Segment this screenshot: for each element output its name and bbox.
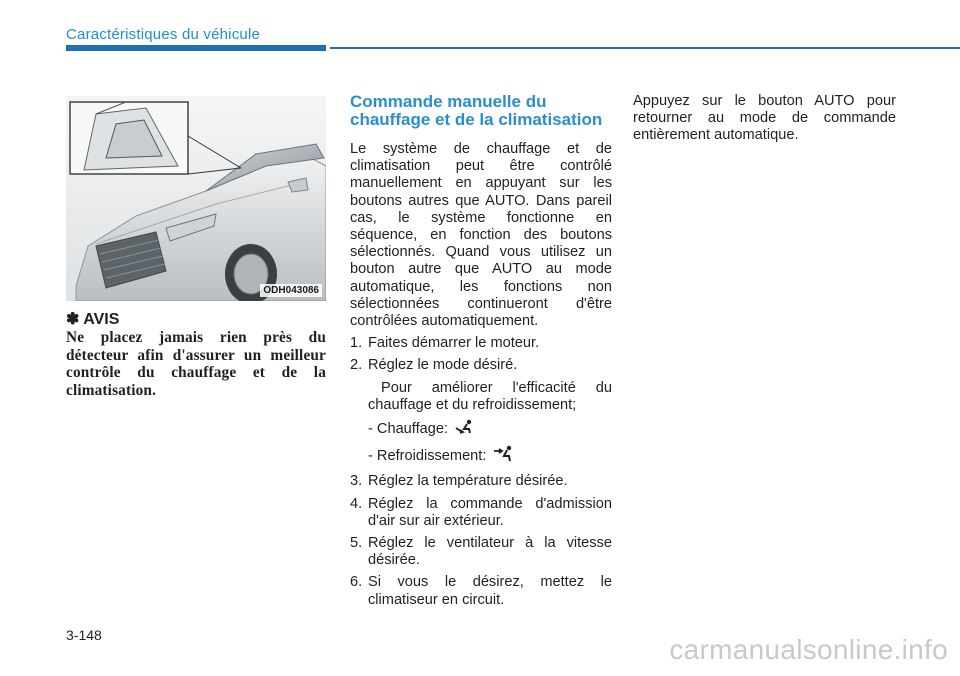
manual-control-column xyxy=(350,93,612,609)
step-number: 2. xyxy=(350,357,363,374)
step-text: Faites démarrer le moteur. xyxy=(368,335,540,352)
auto-note: Appuyez sur le bouton AUTO pour retourner au mode de commande entièrement automatique. xyxy=(633,93,896,144)
step-text: Réglez la température désirée. xyxy=(368,473,568,490)
notice-title: ✽ AVIS xyxy=(66,311,120,328)
step-text: Réglez la commande d'admission d'air sur air extérieur. xyxy=(368,495,612,529)
step2-note: Pour améliorer l'efficacité du chauffage et du refroidissement; xyxy=(368,379,612,413)
cooling-label: - Refroidissement: xyxy=(368,448,487,465)
figure-code: ODH043086 xyxy=(260,284,322,297)
manual-control-title: Commande manuelle du chauffage et de la climatisation xyxy=(350,92,603,129)
step-number: 5. xyxy=(350,535,363,552)
steps-list xyxy=(350,335,612,609)
car-sensor-illustration xyxy=(66,96,326,301)
step-item xyxy=(350,535,612,569)
heating-label: - Chauffage: xyxy=(368,421,449,438)
step-number: 1. xyxy=(350,335,363,352)
car-drawing xyxy=(66,96,326,301)
step-item xyxy=(350,574,612,608)
header-rule-thick xyxy=(66,45,326,51)
step-number: 3. xyxy=(350,473,363,490)
header-rule-thin xyxy=(330,47,960,49)
cooling-mode-line xyxy=(350,445,612,468)
step-item xyxy=(350,473,612,490)
watermark: carmanualsonline.info xyxy=(669,634,948,665)
step-item xyxy=(350,357,612,374)
page-number: 3-148 xyxy=(66,627,102,643)
step-number: 4. xyxy=(350,495,363,512)
notice-body: Ne placez jamais rien près du détecteur afin d'assurer un meilleur contrôle du chauffage et de la climatisation. xyxy=(66,329,326,399)
step-number: 6. xyxy=(350,574,363,591)
section-title: Caractéristiques du véhicule xyxy=(66,26,261,43)
step-text: Réglez le mode désiré. xyxy=(368,357,518,374)
step-item xyxy=(350,496,612,530)
heating-mode-line xyxy=(350,419,612,440)
face-vent-mode-icon xyxy=(492,445,516,468)
step-text: Réglez le ventilateur à la vitesse désirée. xyxy=(368,535,612,569)
step-item xyxy=(350,335,612,352)
manual-intro: Le système de chauffage et de climatisation peut être contrôlé manuellement en appuyant sur les boutons autres que AUTO. Dans pareil cas, le système fonctionne en séquence, en fonction des boutons sélectionnés. Quand vous utilisez un bouton autre que AUTO au mode automatique, les fonctions non sélectionnées continueront d'être contrôlées automatiquement. xyxy=(350,141,612,330)
floor-vent-mode-icon xyxy=(454,419,476,440)
step-text: Si vous le désirez, mettez le climatiseur en circuit. xyxy=(368,574,612,608)
